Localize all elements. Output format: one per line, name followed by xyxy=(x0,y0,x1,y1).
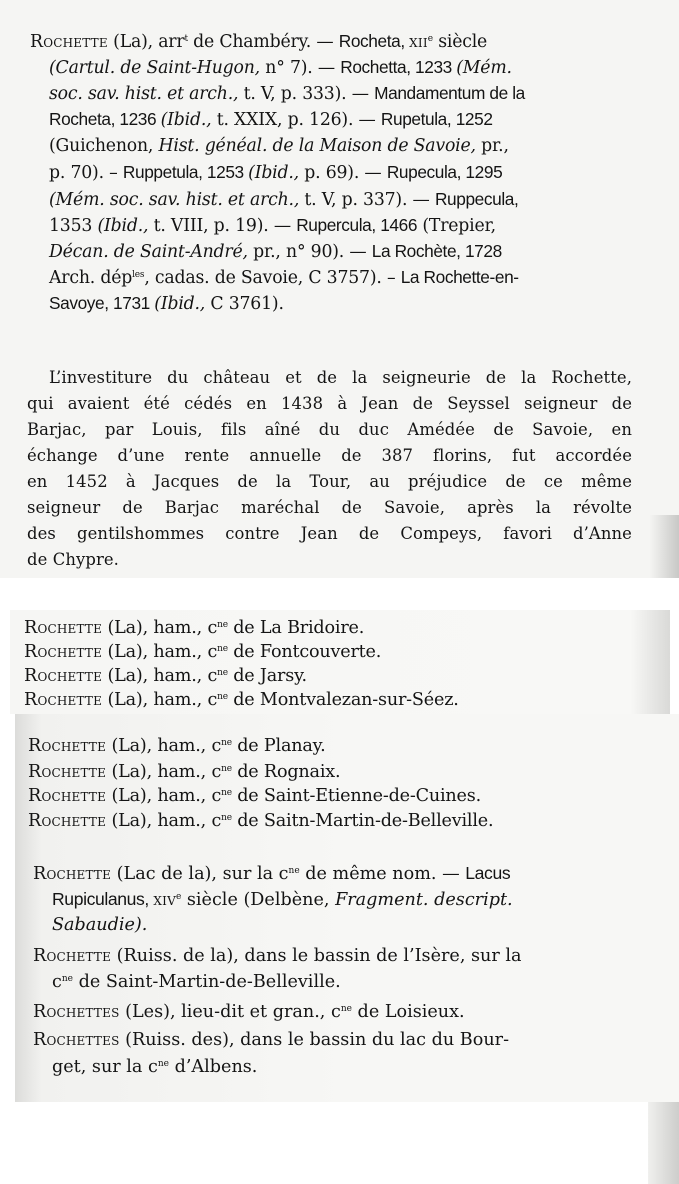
entry-headword: Rochettes xyxy=(33,1002,120,1022)
entry-text: n° 7). — xyxy=(259,58,341,78)
entry-headword: Rochette xyxy=(24,666,103,686)
entry-text: (Les), lieu-dit et gran., c xyxy=(119,1002,341,1022)
entry-headword: Rochette xyxy=(24,618,103,638)
entry-text: (La), ham., c xyxy=(102,618,218,638)
source-title: Hist. généal. de la Maison de Savoie, xyxy=(158,136,476,156)
abbrev-sup: ne xyxy=(221,764,232,774)
main-entry-line xyxy=(49,188,518,211)
main-entry-line xyxy=(49,161,502,184)
entry-text: p. 70). – xyxy=(49,163,123,183)
paragraph-line: seigneur de Barjac maréchal de Savoie, après la révolte xyxy=(27,498,632,517)
entry-text: de même nom. — xyxy=(299,864,466,884)
historic-form: La Rochète, 1728 xyxy=(371,241,502,261)
page-edge-shadow xyxy=(650,515,679,578)
paragraph-line: de Chypre. xyxy=(27,550,119,569)
entry-text: 1353 xyxy=(49,216,98,236)
historic-form: Rupecula, 1295 xyxy=(386,162,503,182)
historic-form: Rupiculanus, xyxy=(52,889,154,909)
entry-place: de Loisieux. xyxy=(351,1002,465,1022)
entry-text: (La), ham., c xyxy=(106,762,222,782)
entry-place: de Rognaix. xyxy=(231,762,341,782)
entry-text: siècle (Delbène, xyxy=(181,890,336,910)
historic-form: Lacus xyxy=(465,863,511,883)
entry-text: (Guichenon, xyxy=(49,136,159,156)
entry-text: C 3761). xyxy=(205,294,284,314)
hamlet-entry xyxy=(28,761,340,783)
paragraph-line: des gentilshommes contre Jean de Compeys, favori d’Anne xyxy=(27,524,632,543)
paragraph-line: L’investiture du château et de la seigneurie de la Rochette, xyxy=(49,368,632,387)
source-title: soc. sav. hist. et arch., xyxy=(49,84,239,104)
source-title: Décan. de Saint-André, xyxy=(49,242,248,262)
entry-text: de Chambéry. — xyxy=(187,32,339,52)
entry-text: (La), ham., c xyxy=(102,690,218,710)
main-entry-line xyxy=(49,292,284,315)
entry-headword: Rochette xyxy=(28,811,107,831)
entry-place: de Jarsy. xyxy=(227,666,307,686)
abbrev-sup: ne xyxy=(217,644,228,654)
paragraph-line: échange d’une rente annuelle de 387 florins, fut accordée xyxy=(27,446,632,465)
page-edge-shadow xyxy=(648,1100,679,1184)
hamlet-entry xyxy=(24,689,459,711)
scan-strip-hamlets-a xyxy=(10,610,670,714)
main-entry-line xyxy=(49,108,493,131)
abbrev-sup: ne xyxy=(221,813,232,823)
entry-text: (Ruiss. des), dans le bassin du lac du Bour- xyxy=(119,1030,510,1050)
abbrev-sup: ne xyxy=(61,974,73,984)
historic-form: Rochetta, 1233 xyxy=(340,57,457,77)
source-title: (Cartul. de Saint-Hugon, xyxy=(49,58,260,78)
entry-text: (Lac de la), sur la c xyxy=(111,864,289,884)
entry-headword: Rochette xyxy=(28,736,107,756)
entry-text: t. XXIX, p. 126). — xyxy=(211,110,381,130)
main-entry-line xyxy=(49,82,525,105)
entry-text: get, sur la c xyxy=(52,1057,158,1077)
abbrev-sup: e xyxy=(175,892,182,902)
entry-text: (La), arr xyxy=(107,32,185,52)
entry-text: de Saint-Martin-de-Belleville. xyxy=(72,972,341,992)
entry-headword: Rochette xyxy=(28,762,107,782)
historic-form: Ruppecula, xyxy=(434,189,519,209)
scan-strip-hamlets-b xyxy=(15,714,679,1102)
main-entry-line xyxy=(49,266,519,289)
abbrev-sup: ne xyxy=(221,738,232,748)
entry-text: (Trepier, xyxy=(417,216,496,236)
abbrev-sup: ne xyxy=(217,668,228,678)
entry-text: p. 69). — xyxy=(298,163,387,183)
historic-form: Rocheta, xyxy=(338,31,410,51)
small-caps-text: xii xyxy=(409,32,428,52)
main-entry-line xyxy=(49,135,509,157)
abbrev-sup: ne xyxy=(340,1004,352,1014)
abbrev-sup: ne xyxy=(157,1059,169,1069)
historic-form: Ruppetula, 1253 xyxy=(122,162,249,182)
entry-text: (La), ham., c xyxy=(106,786,222,806)
paragraph-line: Barjac, par Louis, fils aîné du duc Amédée de Savoie, en xyxy=(27,420,632,439)
century-numeral: xiv xyxy=(153,890,176,910)
main-entry-line xyxy=(49,56,512,79)
historic-form: Rupetula, 1252 xyxy=(380,109,493,129)
source-title: (Ibid., xyxy=(160,110,212,130)
main-entry-line xyxy=(49,240,502,263)
entry-text: pr., n° 90). — xyxy=(247,242,372,262)
entry-text: pr., xyxy=(475,136,509,156)
source-title: (Mém. soc. sav. hist. et arch., xyxy=(49,190,300,210)
source-title: Fragment. descript. xyxy=(335,890,513,910)
scan-strip-main-entry xyxy=(0,0,679,578)
entry-text: (Ruiss. de la), dans le bassin de l’Isère, sur la xyxy=(111,946,522,966)
entry-text: t. VIII, p. 19). — xyxy=(148,216,297,236)
entry-text: Arch. dép xyxy=(49,268,133,288)
entry-text: (La), ham., c xyxy=(106,736,222,756)
source-title: (Ibid., xyxy=(154,294,206,314)
entry-headword: Rochette xyxy=(24,690,103,710)
small-caps-text: Rochette xyxy=(30,32,108,52)
paragraph-line: qui avaient été cédés en 1438 à Jean de Seyssel seigneur de xyxy=(27,394,632,413)
entry-headword: Rochette xyxy=(33,864,112,884)
source-title: Sabaudie). xyxy=(52,915,148,935)
entry-place: de La Bridoire. xyxy=(227,618,365,638)
entry-place: de Saint-Etienne-de-Cuines. xyxy=(231,786,481,806)
entry-text: d’Albens. xyxy=(168,1057,258,1077)
hamlet-entry xyxy=(24,617,364,639)
source-title: (Ibid., xyxy=(248,163,299,183)
hamlet-entry xyxy=(28,785,481,807)
historic-form: Mandamentum de la xyxy=(374,83,525,103)
entry-place: de Planay. xyxy=(231,736,326,756)
entry-text: (La), ham., c xyxy=(102,642,218,662)
entry-place: de Fontcouverte. xyxy=(227,642,382,662)
entry-headword: Rochettes xyxy=(33,1030,120,1050)
entry-text: (La), ham., c xyxy=(102,666,218,686)
historic-form: Rocheta, 1236 xyxy=(49,109,161,129)
abbrev-sup: ne xyxy=(221,788,232,798)
historic-form: La Rochette-en- xyxy=(400,267,519,287)
entry-place: de Saitn-Martin-de-Belleville. xyxy=(231,811,494,831)
entry-text: t. V, p. 333). — xyxy=(238,84,375,104)
entry-headword: Rochette xyxy=(28,786,107,806)
hamlet-entry xyxy=(24,665,307,687)
paragraph-line: en 1452 à Jacques de la Tour, au préjudice de ce même xyxy=(27,472,632,491)
entry-headword: Rochette xyxy=(33,946,112,966)
entry-headword: Rochette xyxy=(24,642,103,662)
source-title: (Ibid., xyxy=(97,216,149,236)
entry-text: siècle xyxy=(432,32,488,52)
abbrev-sup: les xyxy=(132,270,145,280)
abbrev-sup: t xyxy=(184,34,188,44)
abbrev-sup: ne xyxy=(217,692,228,702)
entry-text: c xyxy=(52,972,62,992)
hamlet-entry xyxy=(24,641,381,663)
abbrev-sup: ne xyxy=(217,620,228,630)
main-entry-line xyxy=(30,30,487,53)
historic-form: Rupercula, 1466 xyxy=(296,215,418,235)
historic-form: Savoye, 1731 xyxy=(49,293,155,313)
hamlet-entry xyxy=(28,735,325,757)
abbrev-sup: e xyxy=(427,34,433,44)
entry-text: t. V, p. 337). — xyxy=(299,190,435,210)
main-entry-line xyxy=(49,214,496,237)
hamlet-entry xyxy=(28,810,493,832)
source-title: (Mém. xyxy=(456,58,512,78)
abbrev-sup: ne xyxy=(288,866,300,876)
entry-text: , cadas. de Savoie, C 3757). – xyxy=(144,268,401,288)
entry-place: de Montvalezan-sur-Séez. xyxy=(227,690,459,710)
entry-text: (La), ham., c xyxy=(106,811,222,831)
